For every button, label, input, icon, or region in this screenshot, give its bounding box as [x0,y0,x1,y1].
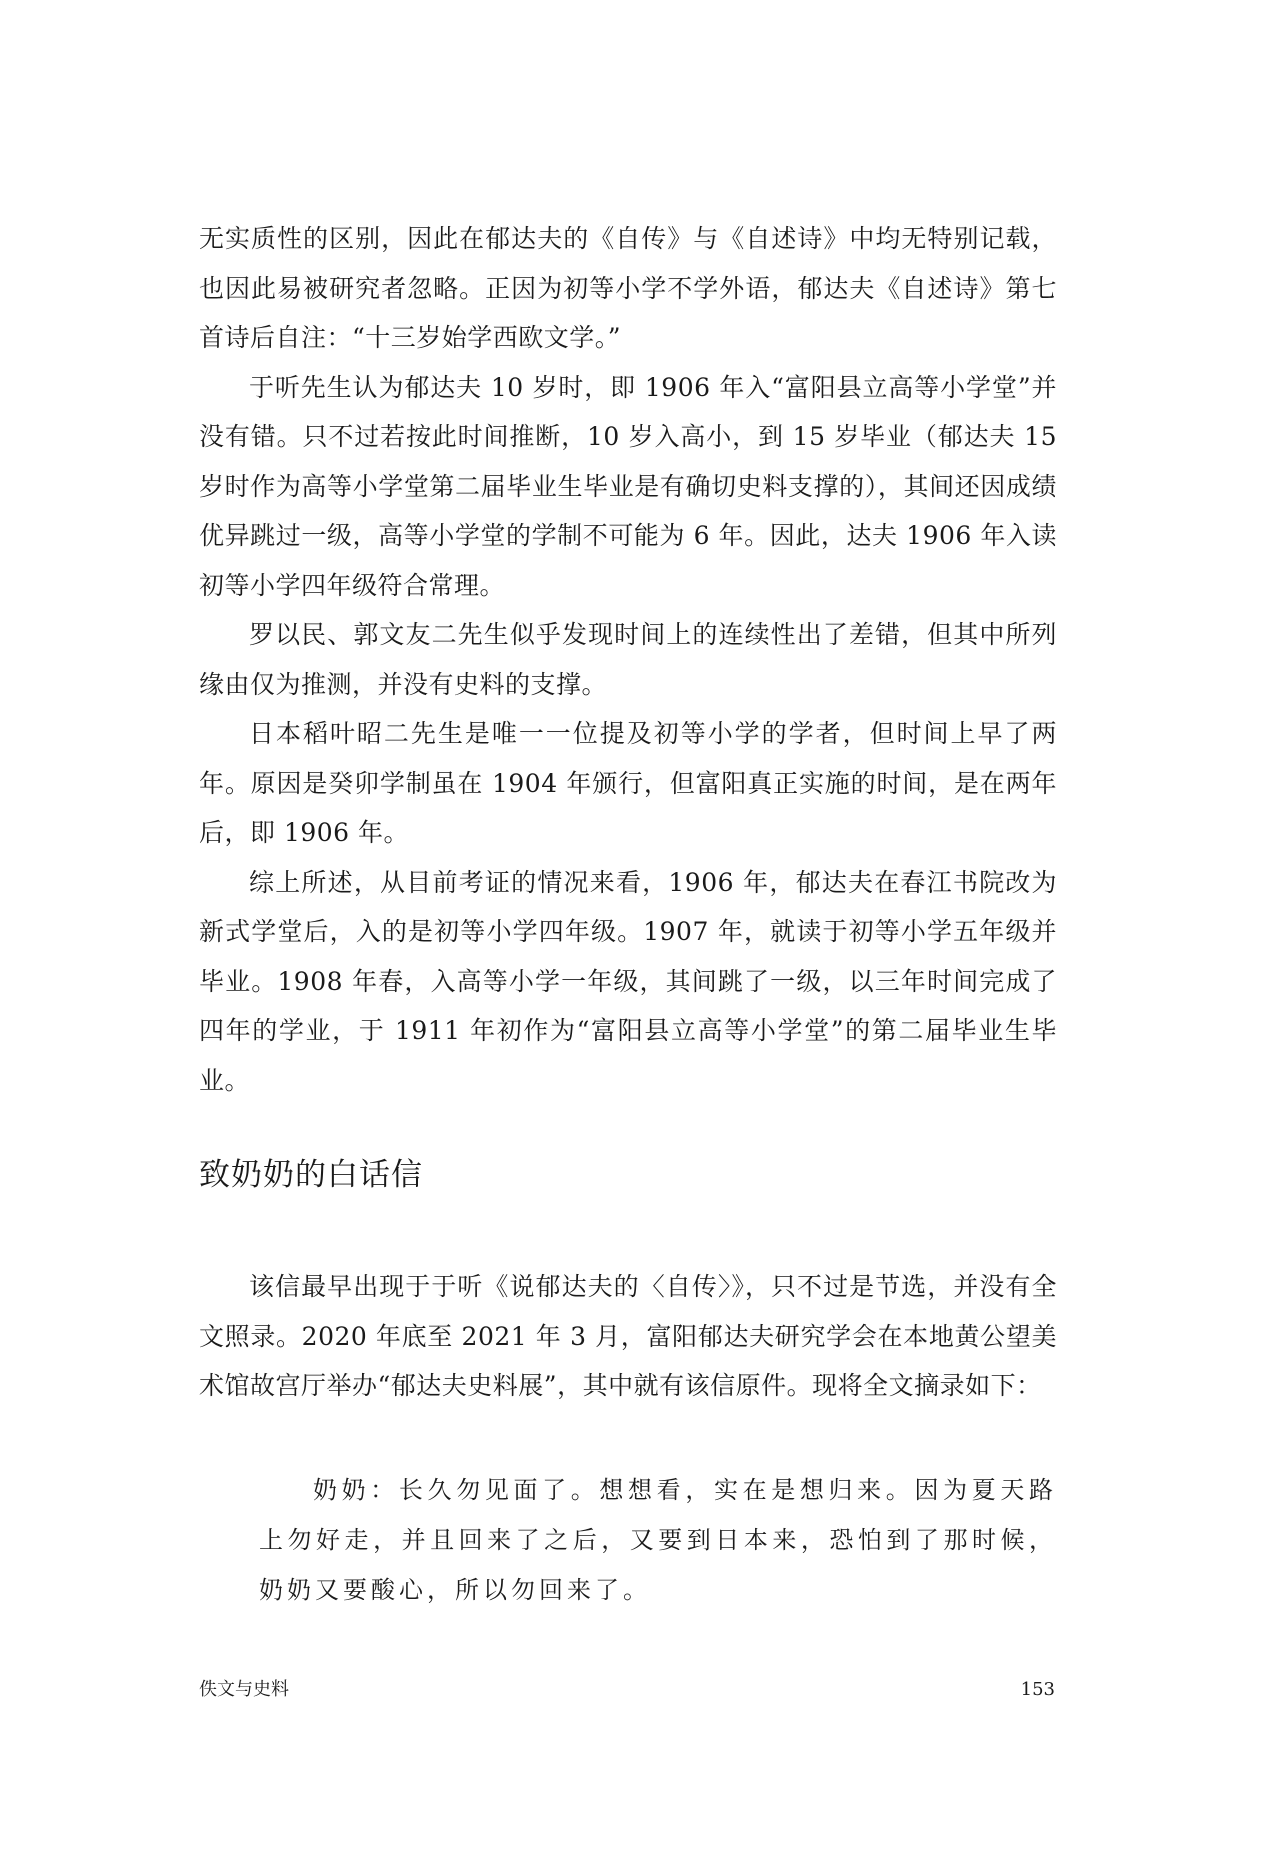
heading-spacer [199,1200,1057,1262]
paragraph-yuting-view: 于听先生认为郁达夫 10 岁时，即 1906 年入“富阳县立高等小学堂”并没有错。只不过若按此时间推断，10 岁入高小，到 15 岁毕业（郁达夫 15 岁时作为高等小学堂第二届毕业生毕业是有确切史料支撑的），其间还因成绩优异跳过一级，高等小学堂的学制不可能为 6 年。因此，达夫 1906 年入读初等小学四年级符合常理。 [199,372,1057,600]
footer-section-label: 佚文与史料 [199,1679,289,1700]
paragraph-luo-guo-view: 罗以民、郭文友二先生似乎发现时间上的连续性出了差错，但其中所列缘由仅为推测，并没有史料的支撑。 [199,620,1057,699]
page-number: 153 [1020,1679,1055,1700]
text-column [199,214,1057,1615]
paragraph-continued: 无实质性的区别，因此在郁达夫的《自传》与《自述诗》中均无特别记载，也因此易被研究者忽略。正因为初等小学不学外语，郁达夫《自述诗》第七首诗后自注：“十三岁始学西欧文学。” [199,224,1057,352]
paragraph-letter-intro: 该信最早出现于于听《说郁达夫的〈自传〉》，只不过是节选，并没有全文照录。2020 年底至 2021 年 3 月，富阳郁达夫研究学会在本地黄公望美术馆故宫厅举办“郁达夫史料展”，其中就有该信原件。现将全文摘录如下： [199,1272,1057,1400]
paragraph-inaba-view: 日本稻叶昭二先生是唯一一位提及初等小学的学者，但时间上早了两年。原因是癸卯学制虽在 1904 年颁行，但富阳真正实施的时间，是在两年后，即 1906 年。 [199,719,1057,847]
paragraph-summary: 综上所述，从目前考证的情况来看，1906 年，郁达夫在春江书院改为新式学堂后，入的是初等小学四年级。1907 年，就读于初等小学五年级并毕业。1908 年春，入高等小学一年级，其间跳了一级，以三年时间完成了四年的学业，于 1911 年初作为“富阳县立高等小学堂”的第二届毕业生毕业。 [199,867,1057,1095]
section-heading: 致奶奶的白话信 [199,1157,423,1193]
letter-quote: 奶奶：长久勿见面了。想想看，实在是想归来。因为夏天路上勿好走，并且回来了之后，又要到日本来，恐怕到了那时候，奶奶又要酸心，所以勿回来了。 [259,1475,1057,1604]
